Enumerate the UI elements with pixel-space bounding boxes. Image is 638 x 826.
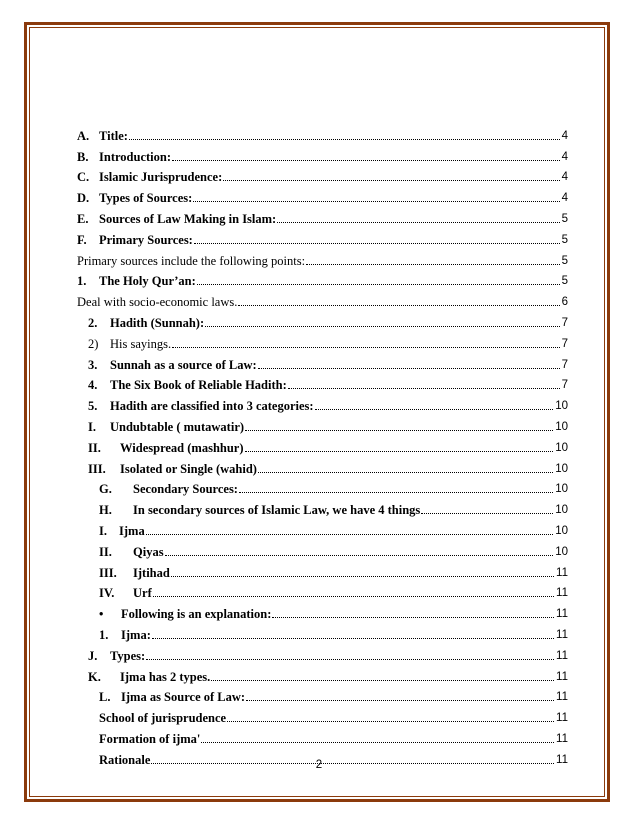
toc-entry-page: 11 (556, 566, 568, 579)
toc-entry-label: B. (77, 149, 89, 164)
toc-dot-leader (171, 566, 554, 577)
toc-entry[interactable] (77, 392, 568, 413)
toc-entry-label: K. (88, 669, 101, 684)
toc-dot-leader (205, 316, 559, 327)
toc-entry[interactable] (77, 330, 568, 351)
toc-dot-leader (258, 358, 560, 369)
toc-entry-title: Introduction: (99, 149, 172, 164)
toc-entry[interactable] (77, 268, 568, 289)
toc-entry-title: The Holy Qur’an: (99, 274, 196, 289)
toc-dot-leader (238, 295, 559, 306)
toc-entry-label: 3. (88, 357, 98, 372)
toc-dot-leader (306, 254, 560, 265)
toc-entry[interactable] (77, 247, 568, 268)
toc-entry-label: III. (88, 461, 106, 476)
toc-entry-page: 7 (561, 316, 568, 329)
toc-entry[interactable] (77, 288, 568, 309)
toc-dot-leader (194, 233, 560, 244)
toc-entry-label: II. (88, 440, 101, 455)
toc-entry-label: IV. (99, 586, 115, 601)
toc-entry-page: 4 (561, 192, 568, 205)
toc-dot-leader (223, 170, 559, 181)
toc-entry-label: II. (99, 544, 112, 559)
toc-entry-page: 11 (556, 753, 568, 766)
toc-entry-title: His sayings. (110, 336, 172, 351)
toc-entry[interactable] (77, 143, 568, 164)
toc-entry-page: 10 (555, 441, 568, 454)
toc-dot-leader (245, 441, 554, 452)
toc-entry-label: III. (99, 565, 117, 580)
toc-entry[interactable] (77, 122, 568, 143)
toc-entry-label: 1. (99, 627, 109, 642)
toc-entry-page: 10 (555, 504, 568, 517)
toc-entry-page: 11 (556, 691, 568, 704)
toc-dot-leader (197, 274, 560, 285)
toc-entry[interactable] (77, 559, 568, 580)
toc-dot-leader (272, 607, 554, 618)
toc-entry-page: 5 (561, 233, 568, 246)
toc-entry[interactable] (77, 455, 568, 476)
toc-dot-leader (152, 628, 554, 639)
toc-entry[interactable] (77, 496, 568, 517)
toc-entry-page: 11 (556, 670, 568, 683)
toc-entry-page: 5 (561, 212, 568, 225)
toc-entry-title: Ijma: (121, 627, 151, 642)
toc-dot-leader (246, 690, 554, 701)
toc-entry-label: I. (99, 523, 107, 538)
toc-entry-title: Ijma as Source of Law: (121, 690, 246, 705)
toc-entry-title: Hadith are classified into 3 categories: (110, 399, 314, 414)
toc-entry-page: 5 (561, 254, 568, 267)
toc-entry[interactable] (77, 164, 568, 185)
toc-dot-leader (421, 503, 553, 514)
toc-entry-title: Isolated or Single (wahid) (120, 461, 257, 476)
toc-entry-title: Ijtihad (133, 565, 170, 580)
toc-dot-leader (211, 670, 554, 681)
toc-entry-page: 4 (561, 171, 568, 184)
toc-entry-label: 5. (88, 399, 98, 414)
toc-entry-title: Ijma (119, 523, 145, 538)
toc-entry-title: Qiyas (133, 544, 164, 559)
toc-entry-page: 7 (561, 379, 568, 392)
toc-entry[interactable] (77, 517, 568, 538)
toc-entry-title: Title: (99, 128, 128, 143)
toc-entry-title: Primary Sources: (99, 232, 193, 247)
toc-entry-title: Urf (133, 586, 152, 601)
toc-dot-leader (165, 545, 554, 556)
toc-dot-leader (172, 337, 559, 348)
toc-dot-leader (146, 649, 554, 660)
toc-entry[interactable] (77, 538, 568, 559)
toc-entry-page: 11 (556, 712, 568, 725)
toc-entry-title: Sources of Law Making in Islam: (99, 211, 277, 226)
toc-dot-leader (227, 711, 554, 722)
toc-entry-page: 11 (556, 628, 568, 641)
toc-entry-title: In secondary sources of Islamic Law, we have 4 things (133, 503, 421, 518)
toc-entry-page: 10 (555, 420, 568, 433)
toc-entry-label: L. (99, 690, 111, 705)
toc-entry-page: 10 (555, 462, 568, 475)
toc-entry-title: School of jurisprudence (99, 711, 227, 726)
toc-entry-title: Primary sources include the following points: (77, 253, 306, 268)
toc-entry-page: 11 (556, 732, 568, 745)
toc-entry[interactable] (77, 476, 568, 497)
toc-entry-label: • (99, 607, 104, 622)
toc-entry-page: 7 (561, 337, 568, 350)
toc-dot-leader (315, 399, 554, 410)
toc-entry[interactable] (77, 184, 568, 205)
toc-entry[interactable] (77, 600, 568, 621)
toc-entry-page: 10 (555, 483, 568, 496)
toc-dot-leader (258, 462, 553, 473)
toc-entry[interactable] (77, 621, 568, 642)
toc-entry-page: 10 (555, 524, 568, 537)
toc-entry[interactable] (77, 642, 568, 663)
toc-dot-leader (172, 150, 560, 161)
toc-dot-leader (129, 129, 560, 140)
toc-entry[interactable] (77, 351, 568, 372)
toc-entry-label: F. (77, 232, 87, 247)
table-of-contents (77, 122, 568, 767)
toc-entry-label: J. (88, 648, 98, 663)
toc-entry-title: Following is an explanation: (121, 607, 272, 622)
toc-entry-label: 1. (77, 274, 87, 289)
toc-entry-label: H. (99, 503, 112, 518)
toc-entry-label: C. (77, 170, 90, 185)
toc-entry-title: Ijma has 2 types. (120, 669, 211, 684)
toc-entry-title: Types: (110, 648, 146, 663)
toc-dot-leader (153, 586, 554, 597)
toc-entry-page: 11 (556, 587, 568, 600)
toc-entry-page: 4 (561, 129, 568, 142)
toc-entry-title: Undubtable ( mutawatir) (110, 419, 245, 434)
toc-entry[interactable] (77, 663, 568, 684)
toc-entry-title: Formation of ijma' (99, 731, 201, 746)
toc-entry-page: 6 (561, 296, 568, 309)
toc-dot-leader (288, 378, 560, 389)
toc-dot-leader (239, 482, 553, 493)
toc-dot-leader (277, 212, 559, 223)
toc-entry-page: 10 (555, 400, 568, 413)
toc-entry-title: Hadith (Sunnah): (110, 315, 205, 330)
toc-entry-title: Types of Sources: (99, 191, 193, 206)
toc-entry-page: 11 (556, 649, 568, 662)
toc-entry-label: D. (77, 191, 90, 206)
toc-entry-page: 4 (561, 150, 568, 163)
toc-entry-title: Widespread (mashhur) (120, 440, 244, 455)
toc-entry[interactable] (77, 704, 568, 725)
page-number: 2 (315, 759, 323, 771)
toc-entry-label: 2. (88, 315, 98, 330)
toc-entry[interactable] (77, 580, 568, 601)
toc-dot-leader (245, 420, 553, 431)
toc-entry-label: 4. (88, 378, 98, 393)
toc-entry-label: G. (99, 482, 112, 497)
toc-dot-leader (193, 191, 559, 202)
toc-entry-label: 2) (88, 336, 99, 351)
toc-dot-leader (146, 524, 554, 535)
toc-entry-title: Sunnah as a source of Law: (110, 357, 257, 372)
toc-entry-label: E. (77, 211, 89, 226)
toc-entry[interactable] (77, 684, 568, 705)
toc-entry[interactable] (77, 205, 568, 226)
toc-entry[interactable] (77, 434, 568, 455)
toc-entry-title: Secondary Sources: (133, 482, 238, 497)
toc-entry-label: I. (88, 419, 96, 434)
toc-entry-title: Islamic Jurisprudence: (99, 170, 223, 185)
toc-entry[interactable] (77, 226, 568, 247)
toc-entry-page: 10 (555, 545, 568, 558)
toc-entry-title: The Six Book of Reliable Hadith: (110, 378, 287, 393)
toc-entry-page: 7 (561, 358, 568, 371)
toc-entry[interactable] (77, 372, 568, 393)
toc-entry-page: 11 (556, 608, 568, 621)
toc-entry[interactable] (77, 725, 568, 746)
toc-entry-label: A. (77, 128, 90, 143)
toc-dot-leader (201, 732, 554, 743)
toc-entry-title: Deal with socio-economic laws. (77, 295, 238, 310)
toc-entry[interactable] (77, 413, 568, 434)
toc-entry[interactable] (77, 309, 568, 330)
toc-entry-title: Rationale (99, 752, 151, 767)
toc-entry-page: 5 (561, 275, 568, 288)
